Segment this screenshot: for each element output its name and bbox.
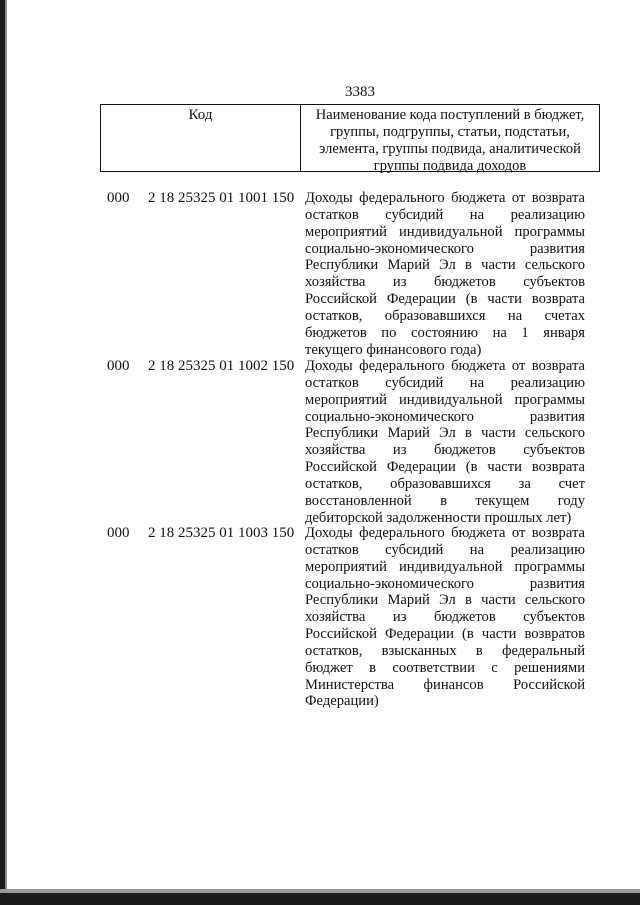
budget-classification-code: 2 18 25325 01 1003 150 [148, 525, 295, 541]
page-number: 3383 [345, 84, 375, 100]
scan-edge-left-shadow [5, 0, 7, 905]
row-description: Доходы федерального бюджета от возврата остатков субсидий на реализацию мероприятий индивидуальной программы социально-экономического развития Республики Марий Эл в части сельского хозяйства из бюджетов субъектов Российской Федерации (в части возврата остатков, образовавшихся за счет восстановленной в текущем году дебиторской задолженности прошлых лет) [305, 358, 585, 526]
header-name-label: Наименование кода поступлений в бюджет, группы, подгруппы, статьи, подстатьи, элемента, группы подвида, аналитической группы подвида доходов [315, 107, 585, 174]
budget-classification-code: 2 18 25325 01 1002 150 [148, 358, 295, 374]
budget-classification-code: 2 18 25325 01 1001 150 [148, 190, 295, 206]
scan-edge-bottom [0, 893, 640, 905]
header-code-label: Код [188, 107, 213, 123]
row-description: Доходы федерального бюджета от возврата остатков субсидий на реализацию мероприятий индивидуальной программы социально-экономического развития Республики Марий Эл в части сельского хозяйства из бюджетов субъектов Российской Федерации (в части возвратов остатков, взысканных в федеральный бюджет в соответствии с решениями Министерства финансов Российской Федерации) [305, 525, 585, 710]
admin-code: 000 [107, 358, 130, 374]
admin-code: 000 [107, 190, 130, 206]
admin-code: 000 [107, 525, 130, 541]
table-header [100, 104, 600, 172]
row-description: Доходы федерального бюджета от возврата остатков субсидий на реализацию мероприятий индивидуальной программы социально-экономического развития Республики Марий Эл в части сельского хозяйства из бюджетов субъектов Российской Федерации (в части возврата остатков, образовавшихся на счетах бюджетов по состоянию на 1 января текущего финансового года) [305, 190, 585, 358]
header-column-divider [300, 105, 301, 171]
